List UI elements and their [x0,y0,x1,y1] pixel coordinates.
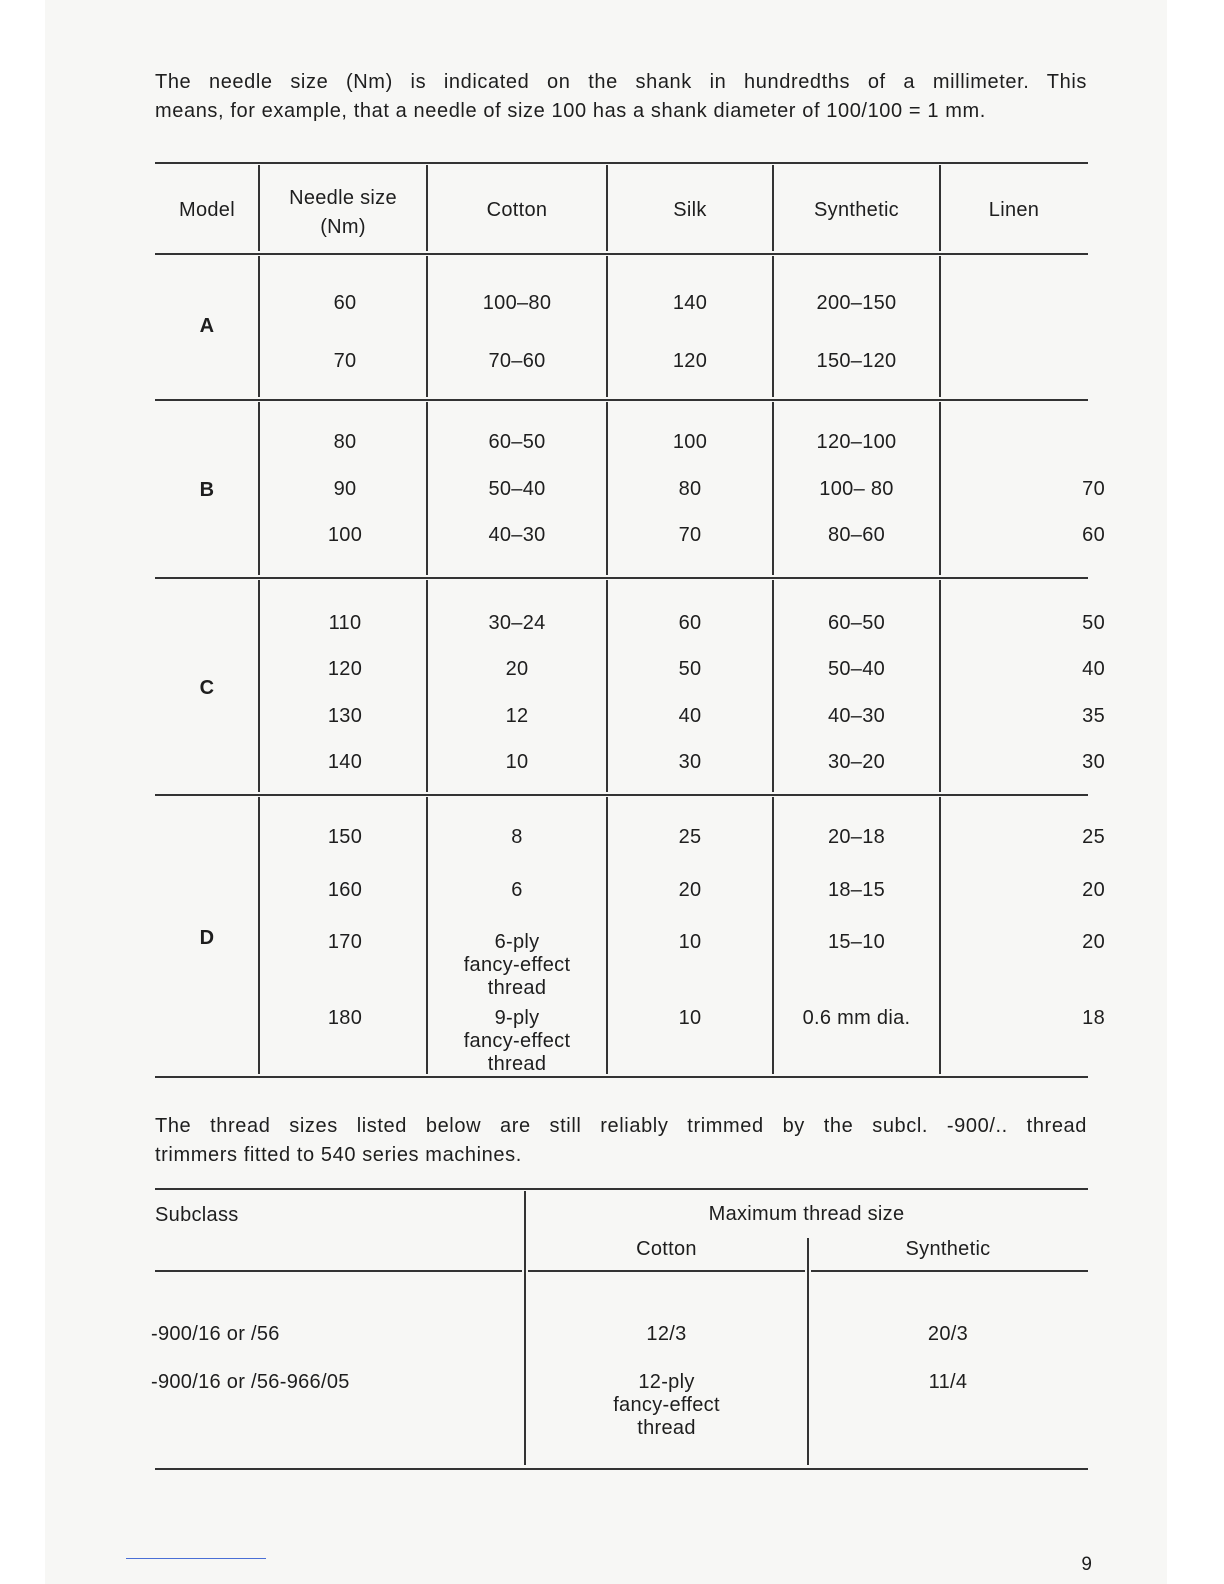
linen-cell: 20 [1082,931,1105,953]
trimmer-line: trimmers fitted to 540 series machines. [155,1144,522,1166]
cotton-cell-line: 12 [505,705,529,727]
synthetic-cell: 200–150 [816,292,897,314]
cotton-cell-line: fancy-effect [613,1394,720,1416]
linen-cell: 70 [1082,478,1105,500]
cotton-cell [427,879,607,902]
linen-cell: 25 [1082,826,1105,848]
needle-size-cell: 150 [327,826,363,848]
synthetic-cell: 30–20 [827,751,886,773]
cotton-cell-line: 40–30 [488,524,546,546]
cotton-cell-line: thread [487,1053,547,1075]
needle-size-cell: 140 [327,751,363,773]
cotton-cell [427,431,607,454]
cotton-cell [525,1323,808,1346]
synthetic-cell: 100– 80 [819,478,894,500]
table-rule [528,1270,805,1272]
header-synthetic: Synthetic [905,1238,991,1260]
needle-size-cell: 80 [333,431,357,453]
trimmer-line: The thread sizes listed below are still reliably trimmed by the subcl. -900/.. thread [155,1115,1087,1137]
cotton-cell-line: 6 [511,879,523,901]
table-rule [155,253,1088,255]
cotton-cell [427,826,607,849]
synthetic-cell: 80–60 [827,524,886,546]
header-linen: Linen [988,199,1040,221]
cotton-cell [427,658,607,681]
header-synthetic: Synthetic [814,199,899,221]
cotton-cell-line: thread [487,977,547,999]
table-rule [155,162,1088,164]
synthetic-cell: 120–100 [816,431,897,453]
needle-size-cell: 170 [327,931,363,953]
header-cotton: Cotton [636,1238,697,1260]
intro-line: The needle size (Nm) is indicated on the shank in hundredths of a millimeter. This [155,71,1087,93]
header-cotton: Cotton [486,199,548,221]
model-a: A [199,315,215,337]
intro-paragraph [155,68,1087,126]
table-rule [155,794,1088,796]
cotton-cell [427,1007,607,1076]
cotton-cell [427,478,607,501]
linen-cell: 40 [1082,658,1105,680]
silk-cell: 25 [678,826,702,848]
synthetic-cell: 0.6 mm dia. [802,1007,911,1029]
table-rule [155,1076,1088,1078]
cotton-cell-line: 12/3 [646,1323,687,1345]
column-divider [606,256,608,397]
header-needle-size-line: (Nm) [320,216,366,238]
header-model: Model [179,199,235,221]
linen-cell: 30 [1082,751,1105,773]
cotton-cell [427,612,607,635]
header-needle-size [259,184,427,242]
needle-thread-table [155,162,1105,1080]
synthetic-cell: 18–15 [827,879,886,901]
synthetic-cell: 15–10 [827,931,886,953]
cotton-cell-line: fancy-effect [463,954,571,976]
needle-size-cell: 110 [328,612,362,634]
needle-size-cell: 160 [327,879,363,901]
needle-size-cell: 90 [333,478,357,500]
header-silk: Silk [673,199,707,221]
subclass-cell: -900/16 or /56-966/05 [151,1371,350,1393]
page-number: 9 [1081,1554,1092,1575]
header-needle-size-line: Needle size [289,187,397,209]
silk-cell: 100 [672,431,708,453]
cotton-cell-line: 50–40 [488,478,546,500]
cotton-cell-line: thread [637,1417,696,1439]
synthetic-cell: 20–18 [827,826,886,848]
synthetic-cell: 40–30 [827,705,886,727]
cotton-cell-line: 100–80 [482,292,552,314]
cotton-cell [427,931,607,1000]
silk-cell: 70 [678,524,702,546]
synthetic-cell: 60–50 [827,612,886,634]
cotton-cell [525,1371,808,1440]
needle-size-cell: 180 [327,1007,363,1029]
needle-size-cell: 100 [327,524,363,546]
table-rule [155,399,1088,401]
cotton-cell-line: fancy-effect [463,1030,571,1052]
silk-cell: 80 [678,478,702,500]
cotton-cell-line: 12-ply [638,1371,695,1393]
linen-cell: 35 [1082,705,1105,727]
cotton-cell [427,705,607,728]
cotton-cell-line: 10 [505,751,529,773]
synthetic-cell: 20/3 [927,1323,969,1345]
silk-cell: 120 [672,350,708,372]
subclass-thread-table [151,1188,1088,1474]
linen-cell: 20 [1082,879,1105,901]
synthetic-cell: 11/4 [928,1371,968,1393]
needle-size-cell: 130 [327,705,363,727]
needle-size-cell: 60 [333,292,357,314]
cotton-cell [427,350,607,373]
trimmer-paragraph [155,1112,1087,1170]
header-subclass: Subclass [155,1204,239,1226]
cotton-cell [427,751,607,774]
silk-cell: 40 [678,705,702,727]
model-c: C [199,677,215,699]
column-divider [772,256,774,397]
silk-cell: 10 [678,931,702,953]
column-divider [426,256,428,397]
cotton-cell-line: 60–50 [488,431,546,453]
cotton-cell [427,524,607,547]
linen-cell: 60 [1082,524,1105,546]
cotton-cell-line: 30–24 [488,612,546,634]
intro-line: means, for example, that a needle of size 100 has a shank diameter of 100/100 = 1 mm. [155,100,986,122]
silk-cell: 10 [678,1007,702,1029]
table-rule [155,577,1088,579]
linen-cell: 18 [1082,1007,1105,1029]
silk-cell: 50 [678,658,702,680]
cotton-cell-line: 70–60 [488,350,546,372]
header-max-thread-size: Maximum thread size [708,1203,905,1225]
cotton-cell-line: 8 [511,826,523,848]
silk-cell: 20 [678,879,702,901]
synthetic-cell: 150–120 [816,350,897,372]
cotton-cell [427,292,607,315]
cotton-cell-line: 20 [505,658,529,680]
table-rule [155,1270,522,1272]
silk-cell: 140 [672,292,708,314]
table-rule [811,1270,1088,1272]
silk-cell: 60 [678,612,702,634]
table-rule [155,1188,1088,1190]
column-divider [939,256,941,397]
model-d: D [199,927,215,949]
linen-cell: 50 [1082,612,1105,634]
needle-size-cell: 70 [333,350,357,372]
cotton-cell-line: 9-ply [494,1007,540,1029]
footer-rule [126,1558,266,1559]
cotton-cell-line: 6-ply [494,931,540,953]
needle-size-cell: 120 [327,658,363,680]
silk-cell: 30 [678,751,702,773]
model-b: B [199,479,215,501]
table-rule [155,1468,1088,1470]
subclass-cell: -900/16 or /56 [151,1323,280,1345]
synthetic-cell: 50–40 [827,658,886,680]
